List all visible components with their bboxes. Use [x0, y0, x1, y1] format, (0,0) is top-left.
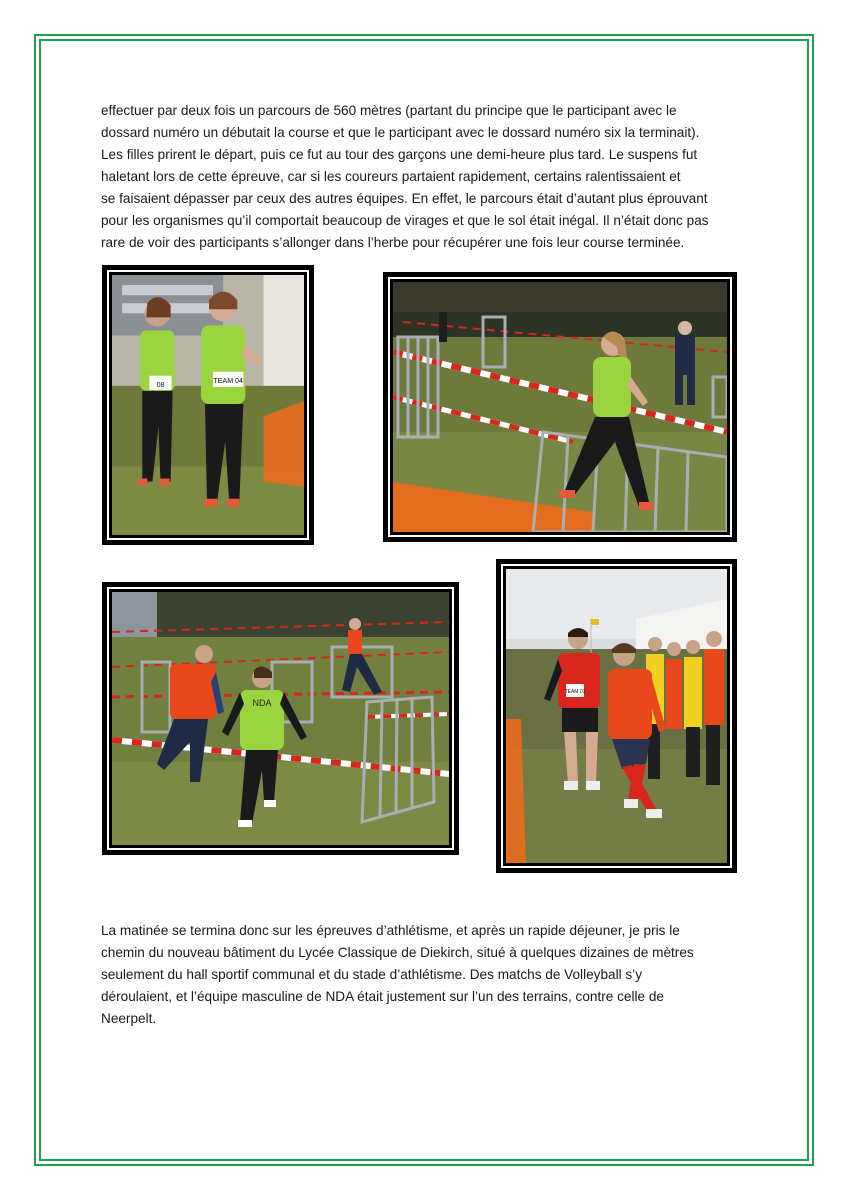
text-line: rare de voir des participants s’allonger dans l’herbe pour récupérer une fois leur course terminée. — [101, 235, 685, 250]
photo-girls-relay-image — [112, 275, 304, 535]
photo-1-bib-2: TEAM 04 — [213, 377, 243, 385]
photo-boys-finish — [496, 559, 737, 873]
photo-4-bib: TEAM 01 — [564, 689, 586, 695]
photo-boys-relay — [102, 582, 459, 855]
photo-girls-relay — [102, 265, 314, 545]
text-line: La matinée se termina donc sur les épreuves d’athlétisme, et après un rapide déjeuner, je pris le — [101, 923, 680, 938]
text-line: chemin du nouveau bâtiment du Lycée Classique de Diekirch, situé à quelques dizaines de mètres — [101, 945, 694, 960]
photo-girl-barriers-image — [393, 282, 727, 532]
text-line: Les filles prirent le départ, puis ce fut au tour des garçons une demi-heure plus tard. Le suspens fut — [101, 147, 698, 162]
text-line: Neerpelt. — [101, 1011, 157, 1026]
text-line: seulement du hall sportif communal et du stade d’athlétisme. Des matchs de Volleyball s’y — [101, 967, 643, 982]
text-line: déroulaient, et l’équipe masculine de NDA était justement sur l’un des terrains, contre celle de — [101, 989, 664, 1004]
paragraph-volleyball — [101, 920, 761, 1030]
text-line: se faisaient dépasser par ceux des autres équipes. En effet, le parcours était d’autant plus éprouvant — [101, 191, 708, 206]
photo-boys-finish-image — [506, 569, 727, 863]
text-line: effectuer par deux fois un parcours de 560 mètres (partant du principe que le participant avec le — [101, 103, 677, 118]
photo-1-bib-1: 08 — [156, 381, 165, 389]
text-line: dossard numéro un débutait la course et que le participant avec le dossard numéro six la terminait). — [101, 125, 700, 140]
photo-3-bib: NDA — [252, 698, 272, 708]
text-line: pour les organismes qu’il comportait beaucoup de virages et que le sol était inégal. Il n’était donc pas — [101, 213, 709, 228]
photo-girl-barriers — [383, 272, 737, 542]
photo-boys-relay-image — [112, 592, 449, 845]
paragraph-relay-race — [101, 100, 761, 254]
text-line: haletant lors de cette épreuve, car si les coureurs partaient rapidement, certains ralentissaient et — [101, 169, 681, 184]
